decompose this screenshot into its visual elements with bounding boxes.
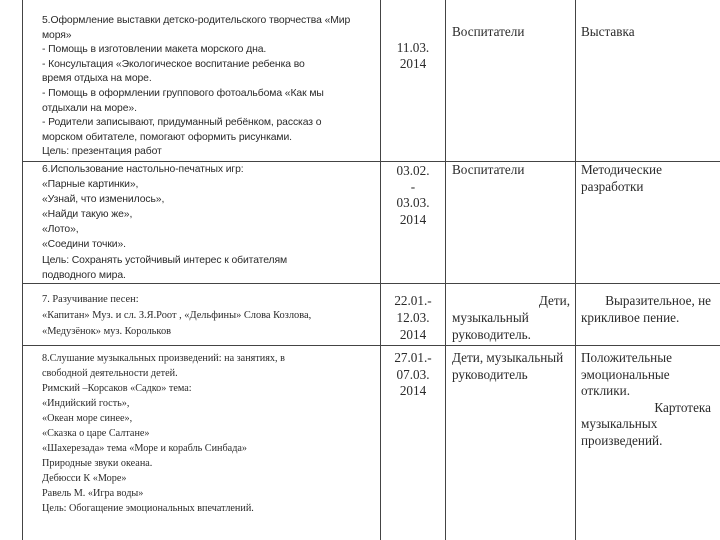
row1-date-cell — [388, 40, 438, 72]
result-line: Положительные — [581, 350, 672, 365]
content-line: «Найди такую же», — [42, 209, 133, 221]
content-line: Цель: презентация работ — [42, 146, 162, 158]
content-line: 8.Слушание музыкальных произведений: на занятиях, в — [42, 353, 285, 364]
row4-date-cell — [388, 350, 438, 400]
responsible-line: Дети, музыкальный — [452, 350, 564, 365]
content-line: морском обитателе, помогают оформить рисунками. — [42, 131, 292, 143]
date-line: - — [410, 179, 416, 195]
result-line: разработки — [581, 178, 644, 194]
row2-responsible-cell — [452, 162, 570, 179]
content-line: «Лото», — [42, 224, 79, 236]
content-line: Дебюсси К «Море» — [42, 473, 127, 484]
content-line: Цель: Обогащение эмоциональных впечатлений. — [42, 503, 254, 514]
content-line: - Помощь в оформлении группового фотоальбома «Как мы — [42, 87, 324, 99]
date-line: 07.03. — [396, 366, 430, 382]
content-line: Цель: Сохранять устойчивый интерес к обитателям — [42, 254, 288, 266]
table-column-divider — [380, 0, 381, 540]
result-line: музыкальных — [581, 416, 658, 431]
date-line: 27.01.- — [394, 350, 432, 365]
content-line: «Медузёнок» муз. Корольков — [42, 325, 172, 337]
content-line: 6.Использование настольно-печатных игр: — [42, 164, 244, 175]
result-line: Картотека — [654, 399, 711, 415]
content-line: «Шахерезада» тема «Море и корабль Синбада» — [42, 443, 248, 454]
content-line: «Сказка о царе Салтане» — [42, 428, 150, 439]
row3-result-cell — [581, 293, 711, 327]
result-line: эмоциональные — [581, 366, 670, 382]
result-line: отклики. — [581, 383, 630, 398]
content-line: отдыхали на море». — [42, 102, 137, 114]
table-column-divider — [445, 0, 446, 540]
date-line: 03.03. — [396, 195, 430, 211]
content-line: - Консультация «Экологическое воспитание ребенка во — [42, 58, 305, 70]
content-line: «Океан море синее», — [42, 413, 133, 424]
content-line: время отдыха на море. — [42, 73, 152, 85]
content-line: Равель М. «Игра воды» — [42, 488, 144, 499]
content-line: - Помощь в изготовлении макета морского дна. — [42, 44, 267, 56]
responsible-line: руководитель. — [452, 326, 531, 342]
result-line: произведений. — [581, 432, 663, 448]
table-border-left — [22, 0, 23, 540]
content-line: Природные звуки океана. — [42, 458, 153, 469]
content-line: «Соедини точки». — [42, 239, 126, 251]
date-line: 2014 — [399, 56, 427, 72]
row1-content-cell — [42, 14, 372, 160]
table-row-divider — [22, 345, 720, 346]
date-line: 2014 — [399, 326, 427, 342]
date-line: 2014 — [399, 211, 427, 227]
row1-responsible-cell — [452, 24, 570, 41]
content-line: 5.Оформление выставки детско-родительского творчества «Мир — [42, 15, 351, 26]
content-line: Римский –Корсаков «Садко» тема: — [42, 383, 192, 394]
responsible-line: руководитель — [452, 366, 528, 382]
result-line: Методические — [581, 162, 662, 177]
row4-result-cell — [581, 350, 711, 449]
row2-result-cell — [581, 162, 711, 195]
row3-date-cell — [388, 293, 438, 343]
result-line: Выразительное, не — [605, 293, 711, 308]
row2-content-cell — [42, 162, 372, 283]
content-line: «Индийский гость», — [42, 398, 130, 409]
content-line: «Узнай, что изменилось», — [42, 194, 165, 206]
date-line: 22.01.- — [394, 293, 432, 308]
row4-responsible-cell — [452, 350, 570, 383]
responsible-line: музыкальный — [452, 309, 529, 325]
content-line: подводного мира. — [42, 269, 126, 281]
row3-responsible-cell — [452, 293, 570, 343]
row4-content-cell — [42, 351, 372, 516]
date-line: 12.03. — [396, 309, 430, 325]
table-column-divider — [575, 0, 576, 540]
row2-date-cell — [388, 163, 438, 228]
result-line: Выставка — [581, 24, 635, 39]
content-line: моря» — [42, 29, 72, 41]
responsible-line: Дети, — [538, 293, 570, 308]
date-line: 03.02. — [396, 163, 430, 178]
result-line: крикливое пение. — [581, 309, 680, 325]
responsible-line: Воспитатели — [452, 24, 525, 39]
content-line: «Капитан» Муз. и сл. З.Я.Роот , «Дельфины» Слова Козлова, — [42, 309, 312, 321]
date-line: 2014 — [399, 383, 427, 398]
date-line: 11.03. — [396, 40, 430, 55]
content-line: свободной деятельности детей. — [42, 368, 178, 379]
content-line: «Парные картинки», — [42, 179, 139, 191]
row3-content-cell — [42, 292, 372, 339]
responsible-line: Воспитатели — [452, 162, 525, 177]
content-line: 7. Разучивание песен: — [42, 294, 139, 305]
content-line: - Родители записывают, придуманный ребёнком, рассказ о — [42, 117, 322, 129]
row1-result-cell — [581, 24, 711, 41]
table-row-divider — [22, 283, 720, 284]
